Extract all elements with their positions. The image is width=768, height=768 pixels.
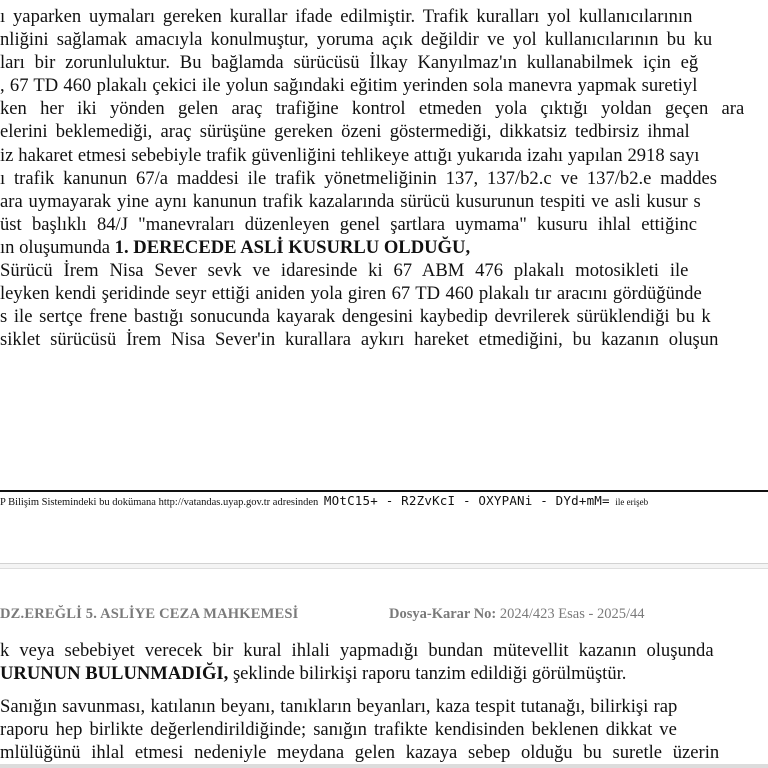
body-text-line: raporu hep birlikte değerlendirildiğinde; sanığın trafikte kendisinden beklenen dikkat ve xyxy=(0,719,677,740)
body-text-line: s ile sertçe frene bastığı sonucunda kayarak dengesini kaybedip devrilerek sürüklendiği bu k xyxy=(0,306,711,327)
page-footer xyxy=(0,494,648,510)
case-number xyxy=(389,605,644,623)
body-text-line: elerini beklemediği, araç sürüşüne gereken özeni göstermediği, dikkatsiz tedbirsiz ihmal xyxy=(0,121,690,142)
footer-text-suffix: ile erişeb xyxy=(615,497,649,507)
body-text-line: nliğini sağlamak amacıyla konulmuştur, yoruma açık değildir ve yol kullanıcılarının bu ku xyxy=(0,29,713,50)
body-text: ın oluşumunda xyxy=(0,237,115,258)
body-text-line: Sanığın savunması, katılanın beyanı, tanıkların beyanları, kaza tespit tutanağı, bilirkişi rap xyxy=(0,696,678,717)
body-text-line: ı trafik kanunun 67/a maddesi ile trafik yönetmeliğinin 137, 137/b2.c ve 137/b2.e maddes xyxy=(0,168,718,189)
court-name: DZ.EREĞLİ 5. ASLİYE CEZA MAHKEMESİ xyxy=(0,606,299,622)
emphasis-fault-verdict: 1. DERECEDE ASLİ KUSURLU OLDUĞU, xyxy=(114,237,471,258)
body-text-line: ara uymayarak yine aynı kanunun trafik kazalarında sürücü kusurunun tespiti ve asli kusur s xyxy=(0,191,701,212)
body-text-line: üst başlıklı 84/J "manevraları düzenleyen genel şartlara uymama" kusuru ihlal ettiğinc xyxy=(0,214,697,235)
viewer-bottom-edge xyxy=(0,764,768,768)
body-text-line: iz hakaret etmesi sebebiyle trafik güvenliğini tehlikeye attığı yukarıda izahı yapılan 2918 sayı xyxy=(0,145,700,166)
body-text-line xyxy=(0,237,470,259)
body-text-line: , 67 TD 460 plakalı çekici ile yolun sağındaki eğitim yerinden sola manevra yapmak suretiyl xyxy=(0,75,698,96)
body-text-line: siklet sürücüsü İrem Nisa Sever'in kurallara aykırı hareket etmediğini, bu kazanın oluşun xyxy=(0,329,719,350)
body-text: şeklinde bilirkişi raporu tanzim edildiği görülmüştür. xyxy=(228,663,627,684)
body-text-line xyxy=(0,663,626,685)
body-text-line: mlülüğünü ihlal etmesi nedeniyle meydana gelen kazaya sebep olduğu bu suretle üzerin xyxy=(0,742,720,763)
case-number-label: Dosya-Karar No: xyxy=(389,606,497,622)
body-text-line: k veya sebebiyet verecek bir kural ihlali yapmadığı bundan mütevellit kazanın oluşunda xyxy=(0,640,714,661)
verification-code: MOtC15+ - R2ZvKcI - OXYPANi - DYd+mM= xyxy=(323,493,610,508)
footer-divider xyxy=(0,490,768,492)
body-text-line: ları bir zorunluluktur. Bu bağlamda sürücüsü İlkay Kanyılmaz'ın kullanabilmek için eğ xyxy=(0,52,699,73)
body-text-line: leyken kendi şeridinde seyr ettiği aniden yola giren 67 TD 460 plakalı tır aracını gördüğünde xyxy=(0,283,702,304)
body-text-line: ı yaparken uymaları gereken kurallar ifade edilmiştir. Trafik kuralları yol kullanıcılarının xyxy=(0,6,693,27)
body-text-line: Sürücü İrem Nisa Sever sevk ve idaresinde ki 67 ABM 476 plakalı motosikleti ile xyxy=(0,260,689,281)
page-header xyxy=(0,605,645,623)
emphasis-no-fault: URUNUN BULUNMADIĞI, xyxy=(0,663,229,684)
footer-text: P Bilişim Sistemindeki bu dokümana http://vatandas.uyap.gov.tr adresinden xyxy=(0,497,319,508)
case-number-value: 2024/423 Esas - 2025/44 xyxy=(496,606,645,622)
body-text-line: ken her iki yönden gelen araç trafiğine kontrol etmeden yola çıktığı yoldan geçen ara xyxy=(0,98,745,119)
